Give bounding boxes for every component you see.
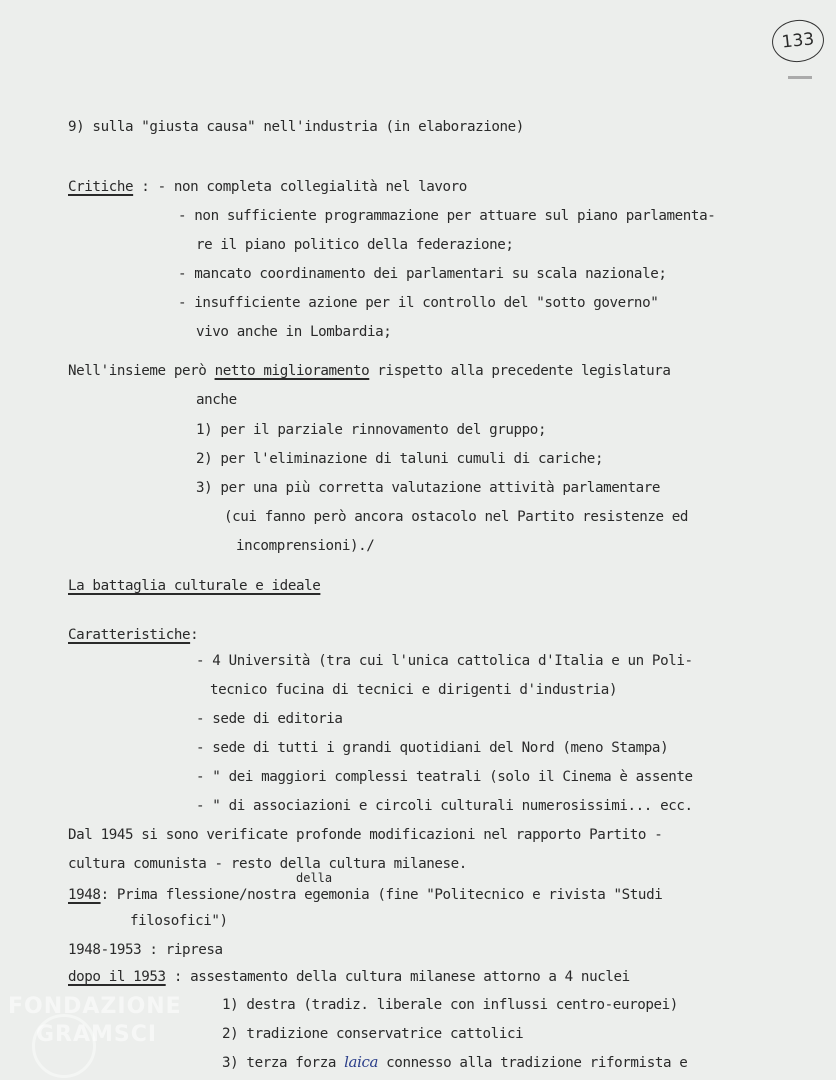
emphasis-netto-miglioramento: netto miglioramento — [214, 363, 370, 379]
fondazione-gramsci-watermark: FONDAZIONE GRAMSCI — [0, 988, 210, 1080]
text-line: cultura comunista - resto della cultura milanese. — [68, 856, 467, 872]
section-label-caratteristiche: Caratteristiche — [68, 627, 191, 643]
text-line: dopo il 1953 : assestamento della cultura milanese attorno a 4 nuclei — [68, 969, 630, 985]
list-item: - " di associazioni e circoli culturali numerosissimi... ecc. — [196, 798, 693, 814]
page-number: 133 — [770, 17, 826, 64]
section-label-critiche: Critiche — [68, 179, 134, 195]
text-line: (cui fanno però ancora ostacolo nel Partito resistenze ed — [224, 509, 689, 525]
section-heading: La battaglia culturale e ideale — [68, 578, 321, 594]
text-line: anche — [196, 392, 237, 408]
text-line: Nell'insieme però netto miglioramento rispetto alla precedente legislatura — [68, 363, 671, 379]
handwritten-annotation: laica — [344, 1053, 379, 1071]
text-line: - mancato coordinamento dei parlamentari su scala nazionale; — [178, 266, 667, 282]
text-line: Critiche : - non completa collegialità nel lavoro — [68, 179, 467, 195]
text-line: - non sufficiente programmazione per attuare sul piano parlamenta- — [178, 208, 716, 224]
text-line: 1948-1953 : ripresa — [68, 942, 223, 958]
inserted-word: della — [296, 871, 333, 885]
date-label-dopo-1953: dopo il 1953 — [68, 969, 166, 985]
text-line: tecnico fucina di tecnici e dirigenti d'industria) — [210, 682, 618, 698]
list-item: 2) per l'eliminazione di taluni cumuli di cariche; — [196, 451, 604, 467]
list-item: 3) per una più corretta valutazione attività parlamentare — [196, 480, 661, 496]
text-line: 9) sulla "giusta causa" nell'industria (in elaborazione) — [68, 119, 524, 135]
list-item: - 4 Università (tra cui l'unica cattolica d'Italia e un Poli- — [196, 653, 693, 669]
list-item: 1) destra (tradiz. liberale con influssi centro-europei) — [222, 997, 678, 1013]
date-label-1948: 1948 — [68, 887, 101, 903]
text-line: - insufficiente azione per il controllo del "sotto governo" — [178, 295, 659, 311]
text-line: filosofici") — [130, 913, 228, 929]
list-item: 2) tradizione conservatrice cattolici — [222, 1026, 524, 1042]
margin-mark — [788, 76, 812, 79]
text-line: 1948: Prima flessione/nostra egemonia (fine "Politecnico e rivista "Studi — [68, 887, 663, 903]
list-item: 1) per il parziale rinnovamento del gruppo; — [196, 422, 547, 438]
list-item: - sede di tutti i grandi quotidiani del Nord (meno Stampa) — [196, 740, 669, 756]
text-line: re il piano politico della federazione; — [196, 237, 514, 253]
list-item: - sede di editoria — [196, 711, 343, 727]
list-item: 3) terza forza laica connesso alla tradizione riformista e — [222, 1053, 688, 1071]
background-stamp-shadow — [190, 0, 270, 110]
text-line: Dal 1945 si sono verificate profonde modificazioni nel rapporto Partito - — [68, 827, 663, 843]
text-line: vivo anche in Lombardia; — [196, 324, 392, 340]
text-line: incomprensioni)./ — [236, 538, 375, 554]
list-item: - " dei maggiori complessi teatrali (solo il Cinema è assente — [196, 769, 693, 785]
text-line: Caratteristiche: — [68, 627, 199, 643]
